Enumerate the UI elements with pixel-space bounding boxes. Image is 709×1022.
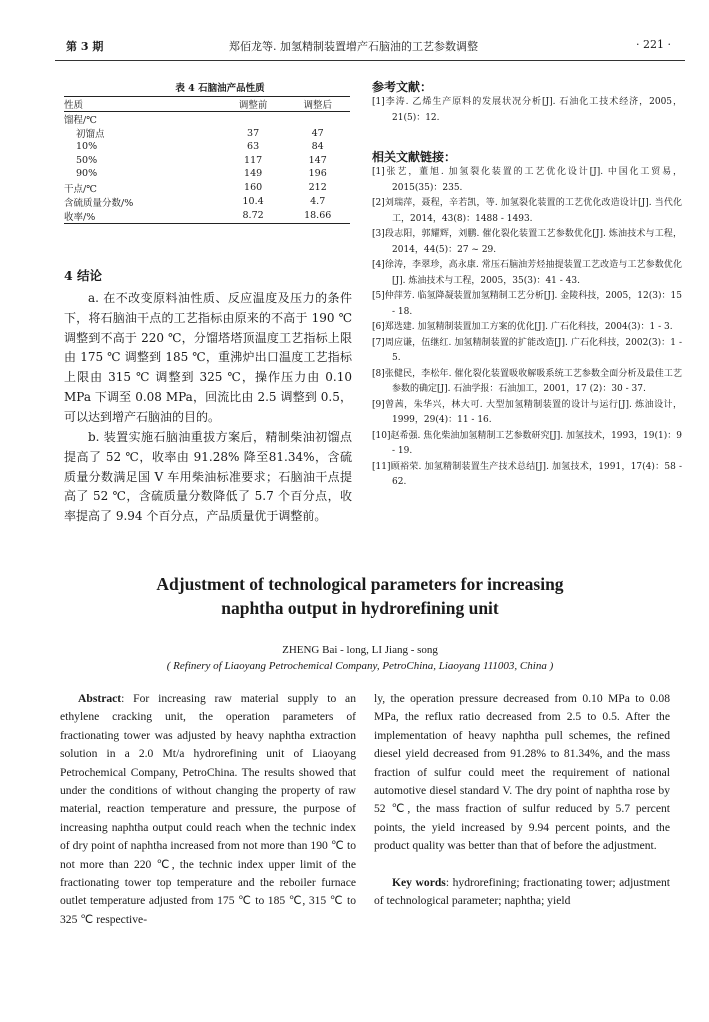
column-header-after: 调整后 bbox=[303, 100, 332, 111]
reference-item: [11]顾裕荣. 加氢精制装置生产技术总结[J]. 加氢技术，1991，17(4)：58 - 62. bbox=[372, 461, 682, 487]
references-heading: 参考文献： bbox=[372, 80, 433, 94]
value-before: 160 bbox=[244, 182, 263, 193]
issue-number: 第 3 期 bbox=[66, 40, 104, 53]
value-after: 212 bbox=[308, 182, 327, 193]
table-row bbox=[64, 112, 350, 127]
abstract-text-left: : For increasing raw material supply to an ethylene cracking unit, the operation parameters of fractionating tower was adjusted by heavy naphtha extraction solution in a 2.0 Mt/a hydrorefining unit of Liaoyang Petrochemical Company, PetroChina. The results showed that under the conditions of without changing the property of raw material, reaction temperature and pressure, the purpose of increasing naphtha output could reach when the technic index of dry point of naphtha increased from not more than 190 ℃ to not more than 220 ℃, the technic index upper limit of the fractionating tower top temperature and the reboiler furnace outlet temperature adjusted from 175 ℃ to 185 ℃, 315 ℃ to 325 ℃ respective- bbox=[60, 692, 356, 926]
table-row bbox=[64, 209, 350, 224]
keywords bbox=[374, 874, 670, 911]
value-before: 10.4 bbox=[242, 196, 264, 207]
row-label: 50% bbox=[76, 154, 98, 166]
column-header-before: 调整前 bbox=[238, 100, 268, 111]
value-after: 47 bbox=[311, 127, 324, 139]
abstract-text-right: ly, the operation pressure decreased from 0.10 MPa to 0.08 MPa, the reflux ratio decreased from 2.5 to 0.5. After the implementation of heavy naphtha pull schemes, the refined diesel yield decreased from 91.28% to 81.34%, and the mass fraction of sulfur could meet the requirement of national automotive diesel standard V. The dry point of naphtha rose by 52 ℃, the mass fraction of sulfur reduced by 5.7 percent points, the yield increased by 9.94 percent points, and the product quality was better than that of before the adjustment. bbox=[374, 692, 670, 853]
reference-item: [9]曾茜，朱华兴，林大可. 大型加氢精制装置的设计与运行[J]. 炼油设计，1999，29(4)：11 - 16. bbox=[372, 399, 682, 425]
keywords-label: Key words bbox=[392, 875, 446, 889]
value-after: 4.7 bbox=[310, 196, 326, 207]
value-after bbox=[285, 112, 350, 127]
abstract-left-column bbox=[60, 690, 356, 929]
row-label: 10% bbox=[76, 141, 98, 153]
table-row bbox=[64, 181, 350, 195]
english-title-line1: Adjustment of technological parameters for increasing bbox=[156, 574, 564, 594]
value-after: 196 bbox=[308, 168, 327, 180]
table-row bbox=[64, 167, 350, 181]
table-header-row bbox=[64, 97, 350, 112]
table-caption: 表 4 石脑油产品性质 bbox=[175, 83, 265, 94]
row-label: 馏程/℃ bbox=[64, 115, 97, 126]
table-row bbox=[64, 195, 350, 209]
english-title bbox=[60, 572, 660, 620]
reference-item: [8]张健民，李松年. 催化裂化装置吸收解吸系统工艺参数全面分析及最佳工艺参数的确定[J]. 石油学报：石油加工，2001，17 (2)：30 - 37. bbox=[372, 368, 682, 394]
value-before: 8.72 bbox=[242, 210, 264, 221]
row-label: 收率/% bbox=[64, 211, 96, 223]
row-label: 初馏点 bbox=[76, 129, 105, 140]
affiliation-text: ( Refinery of Liaoyang Petrochemical Company, PetroChina, Liaoyang 111003, China ) bbox=[166, 660, 554, 672]
reference-item: [5]仲萍芳. 临氢降凝装置加氢精制工艺分析[J]. 金陵科技，2005，12(3)：15 - 18. bbox=[372, 291, 682, 317]
row-label: 90% bbox=[76, 168, 98, 180]
abstract-right-column bbox=[374, 690, 670, 910]
row-label: 干点/℃ bbox=[64, 183, 97, 195]
authors: ZHENG Bai - long, LI Jiang - song bbox=[282, 644, 438, 656]
table-row bbox=[64, 140, 350, 154]
table-row bbox=[64, 126, 350, 140]
value-before: 149 bbox=[244, 168, 263, 180]
column-header-property: 性质 bbox=[64, 100, 84, 111]
value-after: 147 bbox=[308, 154, 327, 166]
references-section bbox=[372, 78, 682, 126]
affiliation bbox=[60, 660, 660, 672]
value-before: 63 bbox=[247, 141, 260, 153]
conclusion-b-text: b. 装置实施石脑油重拔方案后，精制柴油初馏点提高了 52 ℃，收率由 91.28% 降至81.34%，含硫质量分数满足国 V 车用柴油标准要求；石脑油干点提高了 52 ℃，含硫质量分数降低了 5.7 个百分点，收率提高了 9.94 个百分点，产品质量优于调整前。 bbox=[64, 430, 352, 524]
reference-item: [10]赵希强. 焦化柴油加氢精制工艺参数研究[J]. 加氢技术，1993，19(1)：9 - 19. bbox=[372, 430, 682, 456]
english-title-line2: naphtha output in hydrorefining unit bbox=[221, 598, 499, 618]
abstract-label: Abstract bbox=[78, 692, 122, 705]
reference-item: [7]周应谦，伍继红. 加氢精制装置的扩能改造[J]. 广石化科技，2002(3)：1 - 5. bbox=[372, 337, 682, 363]
related-section bbox=[372, 148, 682, 491]
reference-item: [1]张艺，董旭. 加氢裂化装置的工艺优化设计[J]. 中国化工贸易，2015(35)：235. bbox=[372, 167, 682, 193]
header-rule bbox=[55, 60, 685, 61]
section-heading-conclusion: 4 结论 bbox=[64, 268, 103, 283]
keywords-text: : hydrorefining; fractionating tower; adjustment of technological parameter; naphtha; yield bbox=[374, 875, 670, 908]
row-label: 含硫质量分数/% bbox=[64, 197, 134, 209]
conclusion-paragraph-a bbox=[64, 289, 352, 428]
reference-item: [1]李涛. 乙烯生产原料的发展状况分析[J]. 石油化工技术经济，2005，21(5)：12. bbox=[372, 97, 682, 123]
value-after: 84 bbox=[311, 141, 324, 153]
related-list bbox=[372, 165, 682, 491]
value-before bbox=[221, 112, 286, 127]
related-heading: 相关文献链接： bbox=[372, 150, 457, 164]
reference-item: [3]段志阳，郭耀辉，刘鹏. 催化裂化装置工艺参数优化[J]. 炼油技术与工程，2014，44(5)：27 ~ 29. bbox=[372, 229, 682, 255]
table-row bbox=[64, 154, 350, 168]
value-after: 18.66 bbox=[304, 210, 332, 221]
conclusion-paragraph-b bbox=[64, 428, 352, 527]
references-list bbox=[372, 95, 682, 126]
naphtha-properties-table bbox=[64, 96, 350, 224]
reference-item: [2]刘瑞萍，聂程，辛若凯，等. 加氢裂化装置的工艺优化改造设计[J]. 当代化工，2014，43(8)：1488 - 1493. bbox=[372, 198, 682, 224]
page-number: · 221 · bbox=[636, 38, 671, 51]
reference-item: [6]郑选建. 加氢精制装置加工方案的优化[J]. 广石化科技，2004(3)：1 - 3. bbox=[372, 322, 673, 332]
value-before: 37 bbox=[247, 127, 260, 139]
conclusion-a-text: a. 在不改变原料油性质、反应温度及压力的条件下，将石脑油干点的工艺指标由原来的不高于 190 ℃ 调整到不高于 220 ℃，分馏塔塔顶温度工艺指标上限由 175 ℃ 调整到 185 ℃，重沸炉出口温度工艺指标上限由 315 ℃ 调整到 325 ℃，操作压力由 0.10 MPa 下调至 0.08 MPa，回流比由 2.5 调整到 0.5，可以达到增产石脑油的目的。 bbox=[64, 291, 352, 424]
reference-item: [4]徐涛，李翠珍，高永康. 常压石脑油芳烃抽提装置工艺改造与工艺参数优化[J]. 炼油技术与工程，2005，35(3)：41 - 43. bbox=[372, 260, 682, 286]
running-title: 郑佰龙等. 加氢精制装置增产石脑油的工艺参数调整 bbox=[229, 40, 478, 53]
value-before: 117 bbox=[244, 154, 263, 166]
